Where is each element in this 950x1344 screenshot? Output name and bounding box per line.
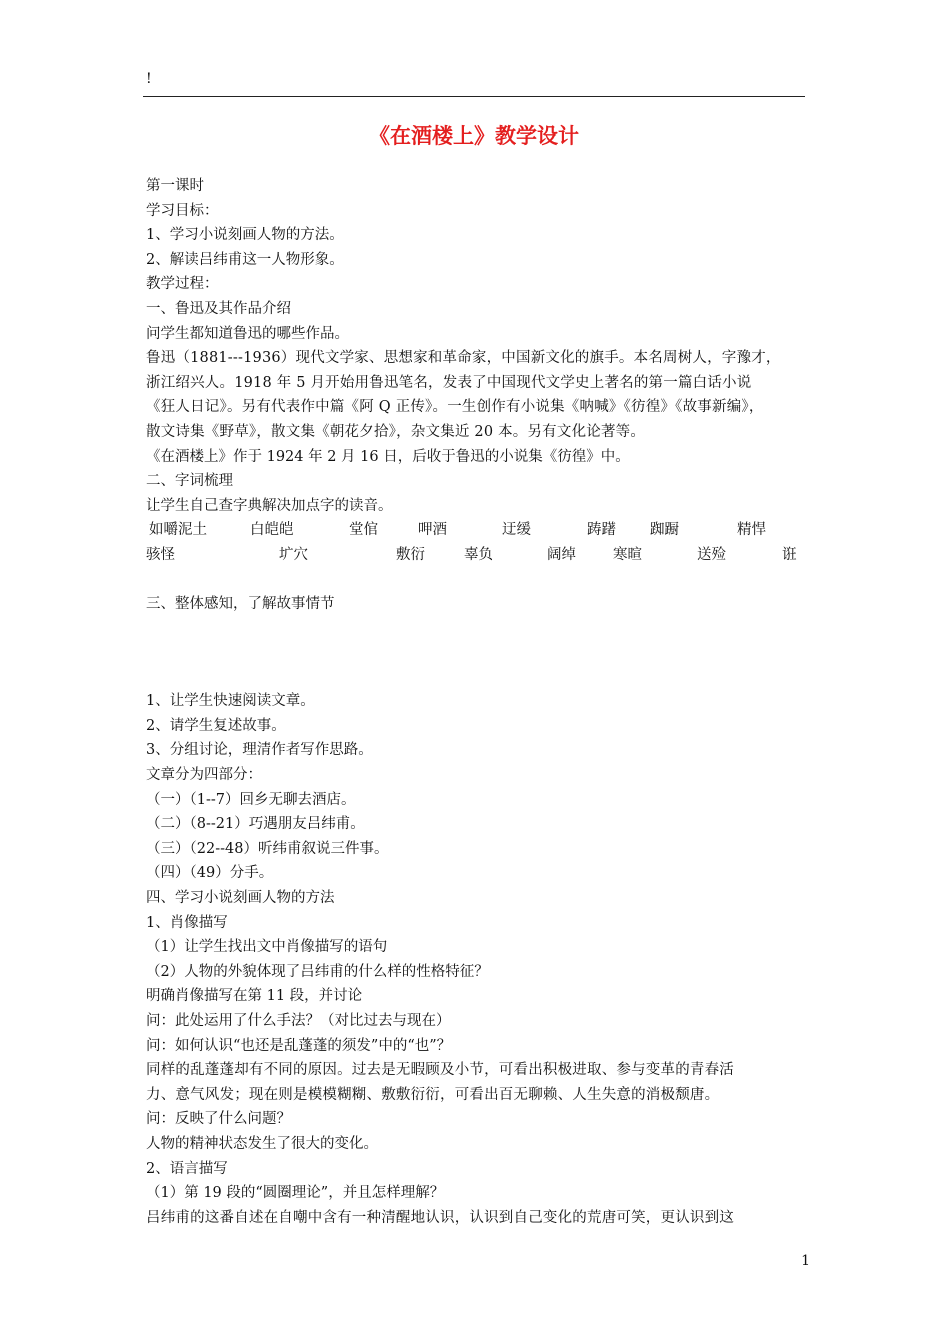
- lesson-label: 第一课时: [146, 178, 204, 194]
- story-part: （一）（1--7）回乡无聊去酒店。: [146, 791, 356, 808]
- section-3-heading: 三、整体感知，了解故事情节: [146, 596, 335, 613]
- document-body: [146, 174, 808, 1230]
- answer-line: 同样的乱蓬蓬却有不同的原因。过去是无暇顾及小节，可看出积极进取、参与变革的青春活: [146, 1062, 734, 1079]
- section-4-heading: 四、学习小说刻画人物的方法: [146, 890, 335, 907]
- objective-item: 1、学习小说刻画人物的方法。: [146, 227, 344, 244]
- objectives-heading: 学习目标：: [146, 202, 219, 219]
- vocab-word: 骇怪: [146, 546, 175, 563]
- work-note: 《在酒楼上》作于 1924 年 2 月 16 日，后收于鲁迅的小说集《彷徨》中。: [146, 448, 630, 465]
- luxun-intro-line: 浙江绍兴人。1918 年 5 月开始用鲁迅笔名，发表了中国现代文学史上著名的第一篇白话小说: [146, 374, 752, 391]
- vocab-row-2: [146, 543, 808, 568]
- header-mark: !: [146, 71, 152, 87]
- subsection-item: （1）第 19 段的“圆圈理论”，并且怎样理解？: [146, 1185, 445, 1202]
- vocab-word: 踟蹰: [650, 522, 679, 539]
- body-paragraph-line: 吕纬甫的这番自述在自嘲中含有一种清醒地认识，认识到自己变化的荒唐可笑，更认识到这: [146, 1209, 734, 1226]
- story-part: （二）（8--21）巧遇朋友吕纬甫。: [146, 816, 365, 833]
- vocab-word: 踌躇: [587, 522, 616, 539]
- answer-line: 力、意气风发；现在则是模模糊糊、敷敷衍衍，可看出百无聊赖、人生失意的消极颓唐。: [146, 1086, 720, 1103]
- story-part: （三）（22--48）听纬甫叙说三件事。: [146, 840, 389, 857]
- section-3-step: 1、让学生快速阅读文章。: [146, 693, 315, 710]
- section-1-heading: 一、鲁迅及其作品介绍: [146, 300, 291, 317]
- vocab-word: 白皑皑: [250, 522, 294, 539]
- luxun-intro-line: 散文诗集《野草》，散文集《朝花夕拾》，杂文集近 20 本。另有文化论著等。: [146, 423, 646, 440]
- section-2-instruction: 让学生自己查字典解决加点字的读音。: [146, 497, 393, 514]
- spacer: [146, 617, 808, 665]
- vocab-word: 如嚼泥土: [149, 522, 207, 539]
- header-rule: [143, 96, 805, 97]
- document-title: 《在酒楼上》教学设计: [369, 123, 579, 148]
- vocab-word: 寒暄: [613, 546, 642, 563]
- luxun-intro-line: 鲁迅（1881---1936）现代文学家、思想家和革命家，中国新文化的旗手。本名周树人，字豫才，: [146, 350, 781, 367]
- subsection-heading: 1、肖像描写: [146, 914, 228, 931]
- subsection-heading: 2、语言描写: [146, 1160, 228, 1177]
- story-part: （四）（49）分手。: [146, 865, 274, 882]
- question-text: 问：此处运用了什么手法？（对比过去与现在）: [146, 1013, 451, 1029]
- vocab-word: 敷衍: [396, 546, 425, 563]
- section-2-heading: 二、字词梳理: [146, 473, 233, 490]
- objective-item: 2、解读吕纬甫这一人物形象。: [146, 251, 344, 268]
- page-number: 1: [801, 1253, 810, 1269]
- section-3-step: 3、分组讨论，理清作者写作思路。: [146, 742, 373, 759]
- answer-text: 人物的精神状态发生了很大的变化。: [146, 1135, 378, 1152]
- vocab-word: 送殓: [697, 546, 726, 563]
- vocab-word: 呷酒: [418, 522, 447, 539]
- section-1-question: 问学生都知道鲁迅的哪些作品。: [146, 325, 349, 342]
- vocab-word: 迂缓: [502, 522, 531, 539]
- parts-heading: 文章分为四部分：: [146, 767, 262, 784]
- question-text: 问：如何认识“也还是乱蓬蓬的须发”中的“也”？: [146, 1037, 452, 1054]
- vocab-word: 精悍: [737, 522, 766, 539]
- vocab-word: 圹穴: [279, 546, 308, 563]
- luxun-intro-line: 《狂人日记》。另有代表作中篇《阿 Q 正传》。一生创作有小说集《呐喊》《彷徨》《故事新编》，: [146, 399, 764, 416]
- vocab-word: 堂倌: [349, 522, 378, 539]
- subsection-item: （1）让学生找出文中肖像描写的语句: [146, 939, 388, 956]
- section-3-step: 2、请学生复述故事。: [146, 717, 286, 734]
- vocab-word: 诳: [782, 546, 797, 563]
- subsection-item: （2）人物的外貌体现了吕纬甫的什么样的性格特征？: [146, 963, 489, 980]
- question-text: 问：反映了什么问题？: [146, 1111, 291, 1128]
- vocab-word: 辜负: [464, 546, 493, 563]
- process-heading: 教学过程：: [146, 276, 219, 293]
- vocab-row-1: [146, 518, 808, 543]
- vocab-word: 阔绰: [547, 546, 576, 563]
- spacer: [146, 665, 808, 690]
- clarify-text: 明确肖像描写在第 11 段，并讨论: [146, 988, 363, 1005]
- spacer: [146, 568, 808, 593]
